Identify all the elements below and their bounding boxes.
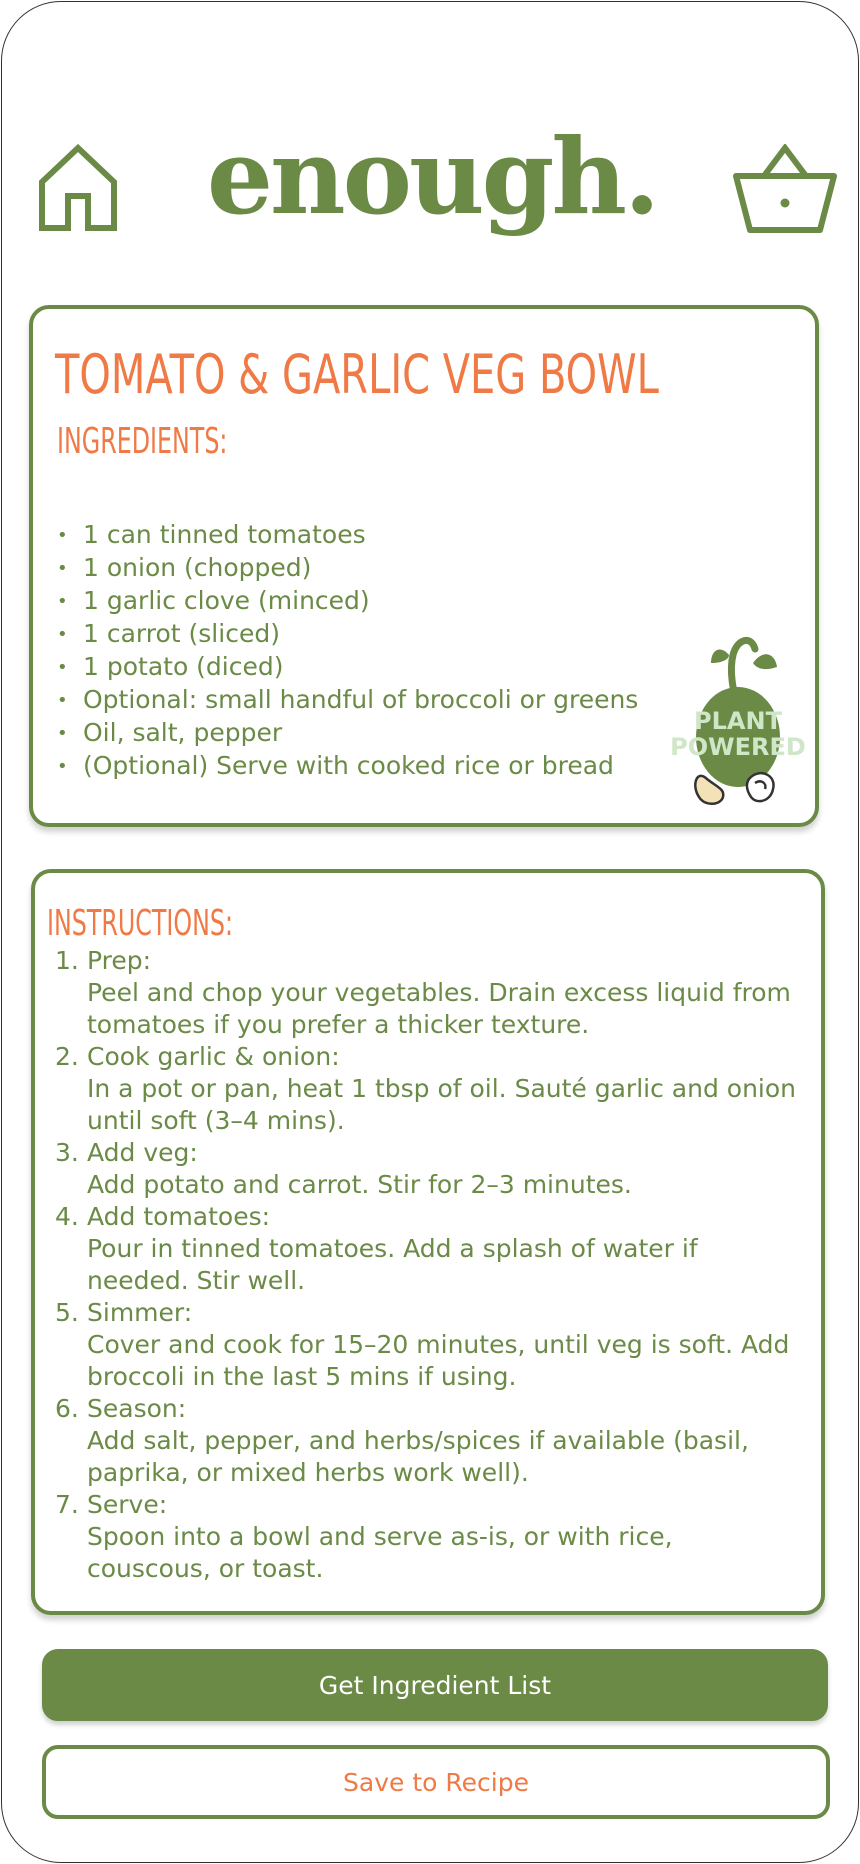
- step-text: Add salt, pepper, and herbs/spices if available (basil, paprika, or mixed herbs work well).: [87, 1426, 749, 1487]
- step-title: Season:: [87, 1394, 187, 1423]
- step-text: In a pot or pan, heat 1 tbsp of oil. Sauté garlic and onion until soft (3–4 mins).: [87, 1074, 796, 1135]
- step-title: Prep:: [87, 946, 152, 975]
- step-title: Serve:: [87, 1490, 168, 1519]
- badge-line2: POWERED: [670, 733, 806, 761]
- list-item: [55, 1041, 797, 1137]
- bullet-icon: •: [57, 657, 68, 678]
- ingredients-list: [57, 519, 638, 783]
- list-item: • 1 can tinned tomatoes: [57, 519, 638, 552]
- step-number: 7.: [55, 1490, 79, 1519]
- bullet-icon: •: [57, 591, 68, 612]
- badge-line1: PLANT: [694, 707, 782, 735]
- step-number: 1.: [55, 946, 79, 975]
- app-logo: enough.: [206, 115, 658, 238]
- step-number: 5.: [55, 1298, 79, 1327]
- bullet-icon: •: [57, 723, 68, 744]
- step-number: 3.: [55, 1138, 79, 1167]
- step-title: Cook garlic & onion:: [87, 1042, 340, 1071]
- save-to-recipe-button[interactable]: Save to Recipe: [42, 1745, 830, 1819]
- bullet-icon: •: [57, 624, 68, 645]
- instructions-list: [55, 945, 797, 1585]
- instructions-card: [31, 869, 825, 1615]
- step-title: Add veg:: [87, 1138, 198, 1167]
- bullet-icon: •: [57, 690, 68, 711]
- list-item: [55, 945, 797, 1041]
- list-item: • Oil, salt, pepper: [57, 717, 638, 750]
- plant-powered-badge: [663, 619, 813, 819]
- bullet-icon: •: [57, 558, 68, 579]
- step-text: Peel and chop your vegetables. Drain excess liquid from tomatoes if you prefer a thicker texture.: [87, 978, 791, 1039]
- ingredients-card: [29, 305, 819, 827]
- step-title: Add tomatoes:: [87, 1202, 271, 1231]
- step-number: 4.: [55, 1202, 79, 1231]
- recipe-title: TOMATO & GARLIC VEG BOWL: [55, 343, 659, 406]
- step-text: Add potato and carrot. Stir for 2–3 minutes.: [87, 1170, 632, 1199]
- bullet-icon: •: [57, 756, 68, 777]
- bullet-icon: •: [57, 525, 68, 546]
- list-item: • 1 onion (chopped): [57, 552, 638, 585]
- basket-icon[interactable]: [732, 144, 838, 234]
- list-item: [55, 1393, 797, 1489]
- list-item: [55, 1489, 797, 1585]
- instructions-heading: INSTRUCTIONS:: [47, 903, 233, 944]
- step-text: Cover and cook for 15–20 minutes, until veg is soft. Add broccoli in the last 5 mins if using.: [87, 1330, 790, 1391]
- list-item: • (Optional) Serve with cooked rice or bread: [57, 750, 638, 783]
- ingredients-heading: INGREDIENTS:: [57, 421, 228, 462]
- list-item: • 1 carrot (sliced): [57, 618, 638, 651]
- step-text: Spoon into a bowl and serve as-is, or with rice, couscous, or toast.: [87, 1522, 673, 1583]
- step-title: Simmer:: [87, 1298, 193, 1327]
- phone-frame: [1, 1, 859, 1863]
- list-item: [55, 1297, 797, 1393]
- step-text: Pour in tinned tomatoes. Add a splash of water if needed. Stir well.: [87, 1234, 698, 1295]
- list-item: • Optional: small handful of broccoli or greens: [57, 684, 638, 717]
- step-number: 6.: [55, 1394, 79, 1423]
- list-item: • 1 potato (diced): [57, 651, 638, 684]
- list-item: [55, 1137, 797, 1201]
- get-ingredient-list-button[interactable]: Get Ingredient List: [42, 1649, 828, 1721]
- list-item: [55, 1201, 797, 1297]
- step-number: 2.: [55, 1042, 79, 1071]
- list-item: • 1 garlic clove (minced): [57, 585, 638, 618]
